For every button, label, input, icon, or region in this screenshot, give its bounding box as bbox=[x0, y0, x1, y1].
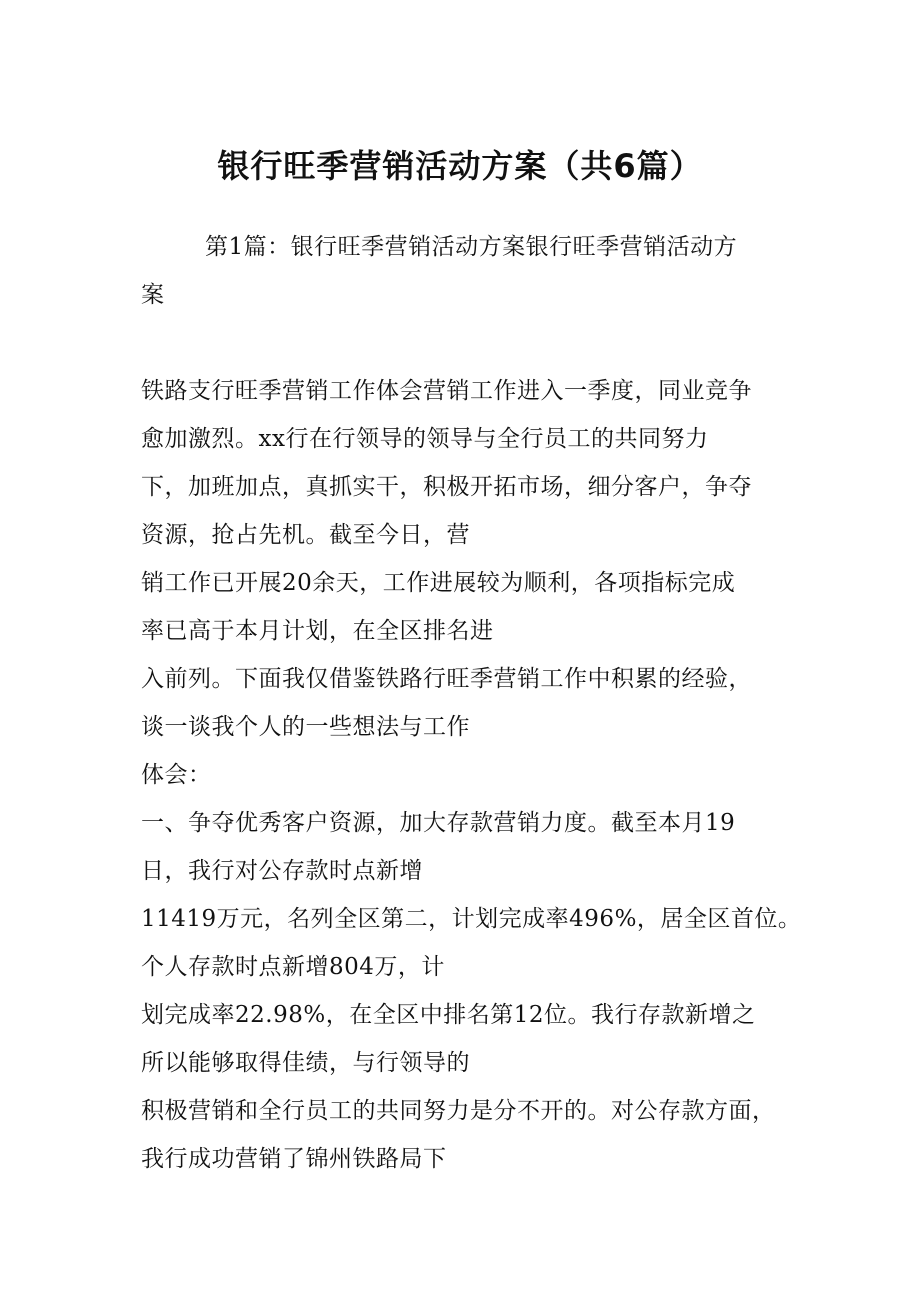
body-line: 体会： bbox=[141, 762, 212, 788]
body-line: 个人存款时点新增804万，计 bbox=[141, 954, 445, 980]
body-line: 下，加班加点，真抓实干，积极开拓市场，细分客户，争夺 bbox=[141, 474, 752, 500]
body-line: 积极营销和全行员工的共同努力是分不开的。对公存款方面， bbox=[141, 1098, 776, 1124]
body-line: 资源，抢占先机。截至今日，营 bbox=[141, 522, 470, 548]
body-line: 谈一谈我个人的一些想法与工作 bbox=[141, 714, 470, 740]
document-title: 银行旺季营销活动方案（共6篇） bbox=[217, 147, 703, 185]
body-line: 率已高于本月计划，在全区排名进 bbox=[141, 618, 494, 644]
body-line: 划完成率22.98%，在全区中排名第12位。我行存款新增之 bbox=[141, 1002, 756, 1028]
body-line: 11419万元，名列全区第二，计划完成率496%，居全区首位。 bbox=[141, 906, 802, 932]
body-line: 入前列。下面我仅借鉴铁路行旺季营销工作中积累的经验， bbox=[141, 666, 752, 692]
body-line: 我行成功营销了锦州铁路局下 bbox=[141, 1146, 447, 1172]
subtitle-line: 第1篇：银行旺季营销活动方案银行旺季营销活动方 bbox=[205, 234, 738, 260]
body-line: 所以能够取得佳绩，与行领导的 bbox=[141, 1050, 470, 1076]
body-line: 铁路支行旺季营销工作体会营销工作进入一季度，同业竞争 bbox=[141, 378, 752, 404]
body-line: 销工作已开展20余天，工作进展较为顺利，各项指标完成 bbox=[141, 570, 736, 596]
body-line: 日，我行对公存款时点新增 bbox=[141, 858, 423, 884]
body-line: 愈加激烈。xx行在行领导的领导与全行员工的共同努力 bbox=[141, 426, 709, 452]
subtitle-line: 案 bbox=[141, 282, 165, 308]
body-line: 一、争夺优秀客户资源，加大存款营销力度。截至本月19 bbox=[141, 810, 736, 836]
